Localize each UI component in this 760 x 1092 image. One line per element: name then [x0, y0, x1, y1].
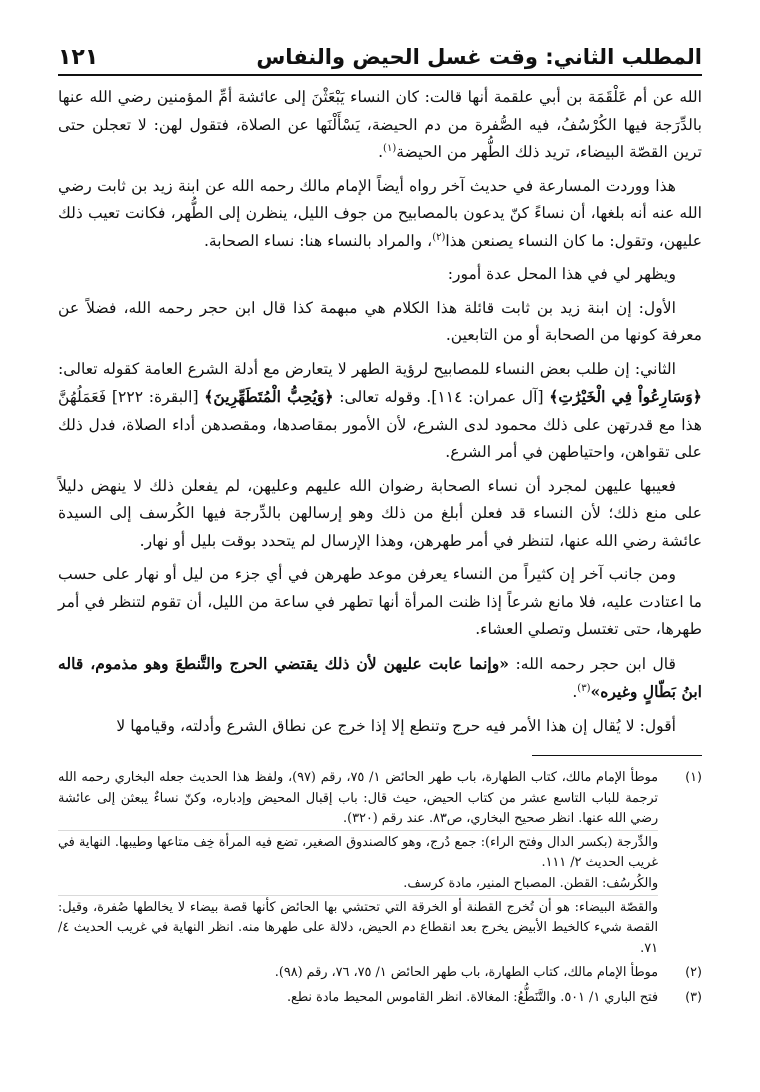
paragraph-7: ومن جانب آخر إن كثيراً من النساء يعرفن موعد طهرهن في أي جزء من ليل أو نهار على حسب ما اعتادت عليه، فلا مانع شرعاً إذا ظنت المرأة أنها تطهر في ساعة من الليل، أن تقوم لتنظر في أمر طهرها، حتى تغتسل وتصلي العشاء.: [58, 565, 702, 638]
paragraph-2: هذا ووردت المسارعة في حديث آخر رواه أيضاً الإمام مالك رحمه الله عن ابنة زيد بن ثابت رضي الله عنه أنه بلغها، أن نساءً كنّ يدعون بالمصابيح من جوف الليل، ينظرن إلى الطُّهر، فكانت تعيب ذلك عليهن، وتقول: ما كان النساء يصنعن هذا$^{(٢)}$، والمراد بالنساء هنا: نساء الصحابة.: [58, 176, 702, 250]
footnote-line: فتح الباري ١/ ٥٠١. والتَّنَطُّعُ: المغالاة. انظر القاموس المحيط مادة نطع.: [286, 989, 658, 1005]
footnotes: [58, 768, 702, 1013]
footnote-number: (١): [685, 770, 702, 785]
header-rule: [58, 74, 702, 76]
paragraph-5: الثاني: إن طلب بعض النساء للمصابيح لرؤية الطهر لا يتعارض مع أدلة الشرع العامة كقوله تعالى: ﴿وَسَارِعُواْ فِي الْخَيْرَٰتِ﴾ [آل عمران: ١١٤]. وقوله تعالى: ﴿وَيُحِبُّ الْمُتَطَهِّرِينَ﴾ [البقرة: ٢٢٢] فَعَمَلُهُنَّ هذا مع قدرتهن على ذلك محمود لدى الشرع، لأن الأمور بمقاصدها، ومقصدهن أداء الصلاة، فدل ذلك على تقواهن، واحتياطهن في أمر الشرع.: [58, 359, 702, 461]
running-header: [58, 40, 702, 74]
paragraph-1: الله عن أم عَلْقَمَة بن أبي علقمة أنها قالت: كان النساء يَبْعَثْنَ إلى عائشة أمِّ المؤمنين رضي الله عنها بالدِّرَجة فيها الكُرْسُفُ، فيه الصُّفرة من دم الحيضة، يَسْأَلْنَها عن الصلاة، فتقول لهن: لا تعجلن حتى ترين القصّة البيضاء، تريد ذلك الطُّهر من الحيضة$^{(١)}$.: [58, 88, 702, 161]
footnote-ref-1[interactable]: (١): [383, 142, 397, 154]
paragraph-3: ويظهر لي في هذا المحل عدة أمور:: [447, 265, 676, 283]
footnote-line: والدِّرجة (بكسر الدال وفتح الراء): جمع دُرج، وهو كالصندوق الصغير، تضع فيه المرأة خِف متاعها وطيبها. النهاية في غريب الحديث ٢/ ١١١.: [58, 830, 658, 874]
ibn-hajar-quote: «وإنما عابت عليهن لأن ذلك يقتضي الحرج والتَّنطعَ وهو مذموم، قاله ابنُ بَطّالٍ وغيره»: [58, 653, 702, 701]
footnote-ref-2[interactable]: (٢): [432, 231, 446, 243]
footnote-ref-3[interactable]: (٣): [577, 682, 591, 694]
quran-verse-2: ﴿وَيُحِبُّ الْمُتَطَهِّرِينَ﴾: [204, 387, 334, 406]
page-number: ١٢١: [58, 44, 99, 70]
section-title: المطلب الثاني: وقت غسل الحيض والنفاس: [256, 45, 702, 69]
footnote-number: (٢): [685, 965, 702, 981]
footnote-1: [58, 768, 702, 959]
footnote-line: موطأ الإمام مالك، كتاب الطهارة، باب طهر الحائض ١/ ٧٥، ٧٦، رقم (٩٨).: [274, 965, 658, 981]
footnote-line: والكُرسُف: القطن. المصباح المنير، مادة كرسف.: [403, 875, 658, 891]
paragraph-4: الأول: إن ابنة زيد بن ثابت قائلة هذا الكلام هي مبهمة كذا قال ابن حجر رحمه الله، فضلاً عن معرفة كونها من الصحابة أو من التابعين.: [58, 298, 702, 344]
paragraph-9: أقول: لا يُقال إن هذا الأمر فيه حرج وتنطع إلا إذا خرج عن نطاق الشرع وأدلته، وقيامها لا: [116, 716, 676, 735]
footnote-3: [58, 988, 702, 1009]
footnote-2: [58, 963, 702, 984]
footnote-number: (٣): [685, 989, 702, 1005]
footnote-line: موطأ الإمام مالك، كتاب الطهارة، باب طهر الحائض ١/ ٧٥، رقم (٩٧)، ولفظ هذا الحديث جعله البخاري رحمه الله ترجمة للباب التاسع عشر من كتاب الحيض، حيث قال: باب إقبال المحيض وإدباره، وكنّ نساءٌ يبعثن إلى عائشة رضي الله عنها. انظر صحيح البخاري، ص٨٣. عند رقم (٣٢٠).: [58, 770, 658, 827]
main-text: [58, 84, 702, 746]
footnote-line: والقصّة البيضاء: هو أن تُخرج القطنة أو الخرقة التي تحتشي بها الحائض كأنها قصة بيضاء لا يخالطها صُفرة، وقيل: القصة شيء كالخيط الأبيض يخرج بعد انقطاع دم الحيض، دلالة على طهرها منه. انظر النهاية في غريب الحديث ٤/ ٧١.: [58, 895, 658, 960]
quran-verse-1: ﴿وَسَارِعُواْ فِي الْخَيْرَٰتِ﴾: [549, 387, 702, 406]
footnote-separator: [532, 755, 702, 756]
paragraph-6: فعيبها عليهن لمجرد أن نساء الصحابة رضوان الله عليهم وعليهن، لم يفعلن ذلك لا ينهض دليلاً على منع ذلك؛ لأن النساء قد فعلن أبلغ من ذلك وهو إرسالهن بالدِّرجة فيها الكُرسف إلى السيدة عائشة رضي الله عنها، لتنظر في أمر طهرهن، وهذا الإرسال لم يتحدد بوقت بليل أو نهار.: [58, 476, 702, 550]
paragraph-8: قال ابن حجر رحمه الله: «وإنما عابت عليهن لأن ذلك يقتضي الحرج والتَّنطعَ وهو مذموم، قاله ابنُ بَطّالٍ وغيره»$^{(٣)}$.: [58, 653, 702, 701]
